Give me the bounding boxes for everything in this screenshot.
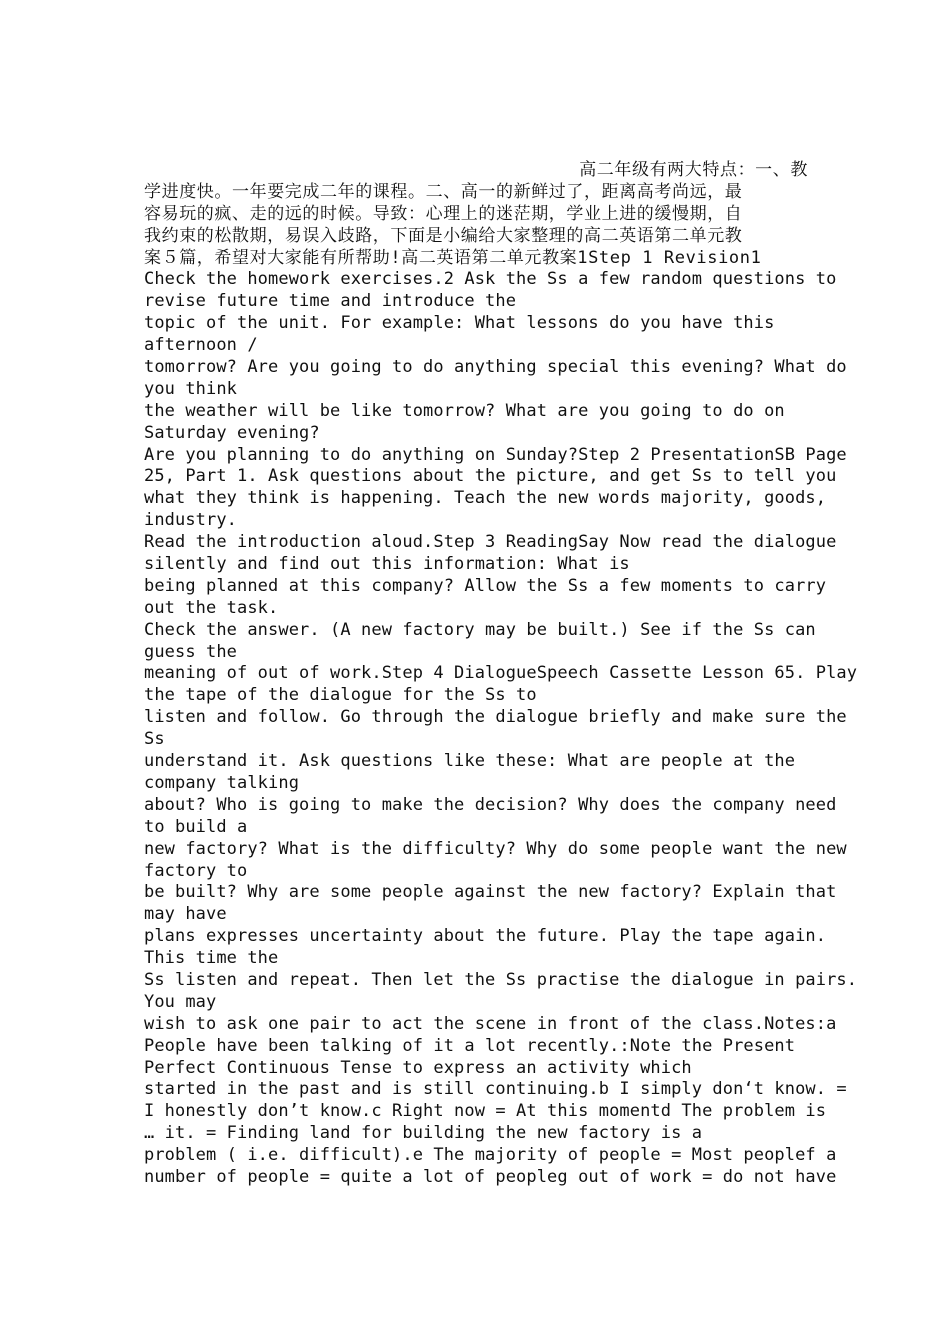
text-line: 25, Part 1. Ask questions about the picture, and get Ss to tell you <box>144 466 837 487</box>
text-line: Saturday evening? <box>144 422 320 443</box>
text-line: new factory? What is the difficulty? Why do some people want the new <box>144 838 847 859</box>
text-line: the weather will be like tomorrow? What are you going to do on <box>144 400 785 421</box>
text-line: being planned at this company? Allow the Ss a few moments to carry <box>144 575 827 596</box>
text-line: about? Who is going to make the decision? Why does the company need <box>144 794 837 815</box>
text-line: Check the homework exercises.2 Ask the Ss a few random questions to <box>144 269 837 290</box>
text-line: Are you planning to do anything on Sunday?Step 2 PresentationSB Page <box>144 444 847 465</box>
text-line: to build a <box>144 816 248 837</box>
text-line: I honestly don’t know.c Right now = At this momentd The problem is <box>144 1101 827 1122</box>
text-line: silently and find out this information: What is <box>144 554 630 575</box>
text-line: factory to <box>144 860 248 881</box>
text-line: This time the <box>144 948 279 969</box>
text-line: plans expresses uncertainty about the future. Play the tape again. <box>144 926 827 947</box>
text-line: understand it. Ask questions like these: What are people at the <box>144 751 796 772</box>
text-line: may have <box>144 904 227 925</box>
text-line: Ss <box>144 729 165 750</box>
text-line: be built? Why are some people against the new factory? Explain that <box>144 882 837 903</box>
text-line: afternoon / <box>144 335 258 356</box>
text-line: People have been talking of it a lot recently.:Note the Present <box>144 1035 796 1056</box>
text-line: Perfect Continuous Tense to express an activity which <box>144 1057 692 1078</box>
text-line: meaning of out of work.Step 4 DialogueSpeech Cassette Lesson 65. Play <box>144 663 858 684</box>
text-line: industry. <box>144 510 238 531</box>
text-line: wish to ask one pair to act the scene in front of the class.Notes:a <box>144 1013 837 1034</box>
text-line: started in the past and is still continuing.b I simply don‘t know. = <box>144 1079 847 1100</box>
text-line: company talking <box>144 772 300 793</box>
text-line: Ss listen and repeat. Then let the Ss practise the dialogue in pairs. <box>144 969 858 990</box>
text-line: number of people = quite a lot of peopleg out of work = do not have <box>144 1166 837 1187</box>
text-line: … it. = Finding land for building the new factory is a <box>144 1123 703 1144</box>
text-line: what they think is happening. Teach the new words majority, goods, <box>144 488 827 509</box>
text-line: out the task. <box>144 597 279 618</box>
text-line: 我约束的松散期，易误入歧路，下面是小编给大家整理的高二英语第二单元教 <box>144 225 743 246</box>
text-line: listen and follow. Go through the dialogue briefly and make sure the <box>144 707 847 728</box>
text-line: Read the introduction aloud.Step 3 ReadingSay Now read the dialogue <box>144 532 837 553</box>
text-line: guess the <box>144 641 238 662</box>
text-line: problem ( i.e. difficult).e The majority of people = Most peoplef a <box>144 1145 837 1166</box>
text-line: 学进度快。一年要完成二年的课程。二、高一的新鲜过了，距离高考尚远，最 <box>144 181 743 202</box>
text-line: you think <box>144 378 238 399</box>
text-line: revise future time and introduce the <box>144 291 517 312</box>
text-line: topic of the unit. For example: What lessons do you have this <box>144 313 775 334</box>
text-line: tomorrow? Are you going to do anything special this evening? What do <box>144 357 847 378</box>
text-line: 高二年级有两大特点：一、教 <box>579 160 808 180</box>
text-line: 容易玩的疯、走的远的时候。导致：心理上的迷茫期，学业上进的缓慢期，自 <box>144 203 743 224</box>
text-line: You may <box>144 991 217 1012</box>
text-line: Check the answer. (A new factory may be built.) See if the Ss can <box>144 619 816 640</box>
document-body-text <box>144 160 858 1189</box>
text-line: 案５篇，希望对大家能有所帮助!高二英语第二单元教案1Step 1 Revision1 <box>144 247 762 268</box>
text-line: the tape of the dialogue for the Ss to <box>144 685 537 706</box>
